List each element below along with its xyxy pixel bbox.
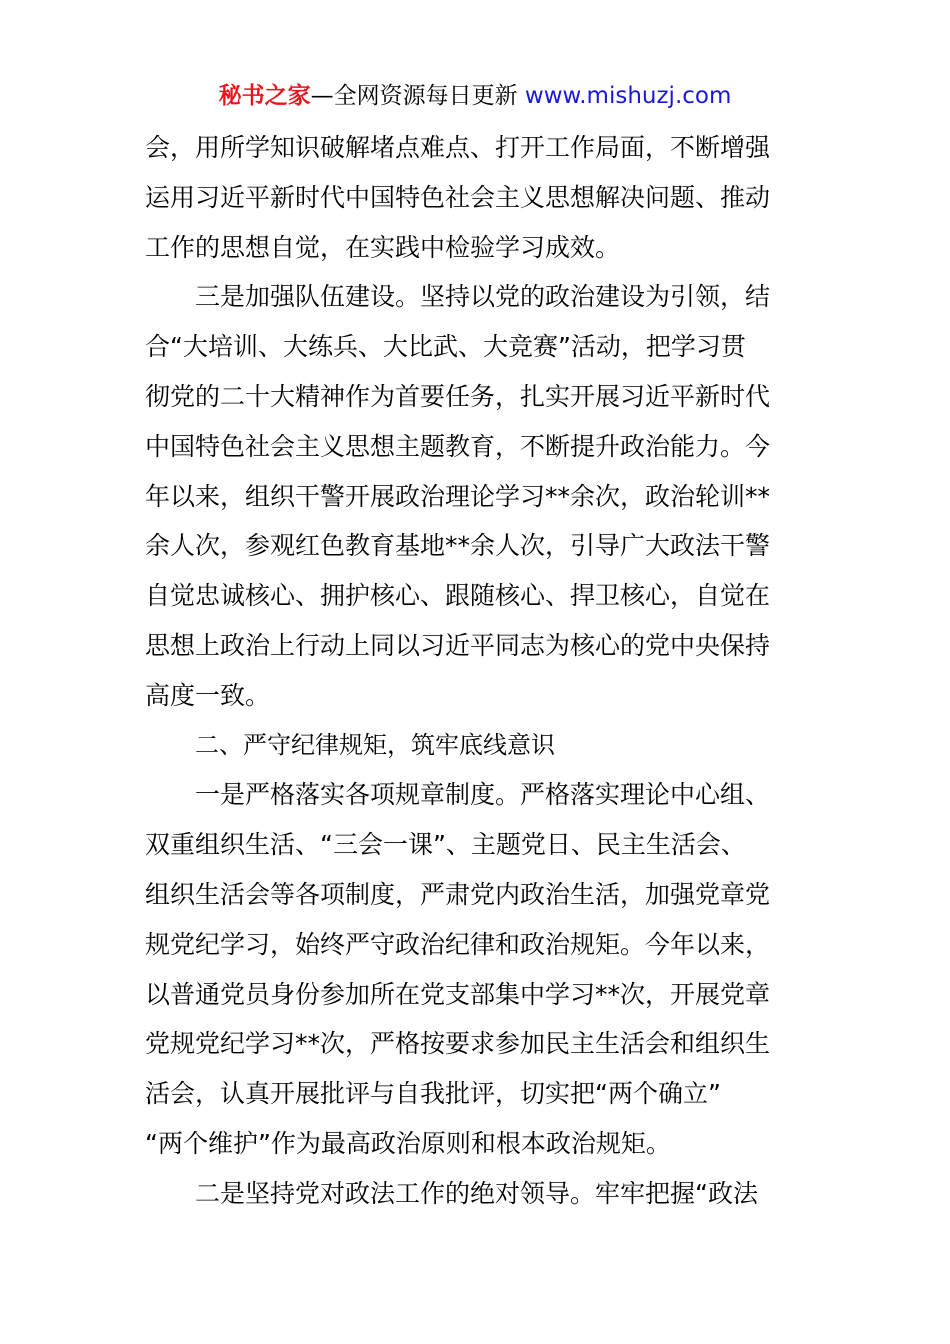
paragraph-start-line: 二是坚持党对政法工作的绝对领导。牢牢把握“政法 [195, 1178, 758, 1208]
text-line: 以普通党员身份参加所在党支部集中学习**次，开展党章 [145, 979, 771, 1009]
text-line: 合“大培训、大练兵、大比武、大竞赛”活动，把学习贯 [145, 332, 746, 362]
text-line: 中国特色社会主义思想主题教育，不断提升政治能力。今 [145, 431, 771, 461]
text-line: 规党纪学习，始终严守政治纪律和政治规矩。今年以来， [145, 929, 771, 959]
text-line: 党规党纪学习**次，严格按要求参加民主生活会和组织生 [145, 1029, 771, 1059]
text-line: 运用习近平新时代中国特色社会主义思想解决问题、推动 [145, 182, 771, 212]
text-line: 余人次，参观红色教育基地**余人次，引导广大政法干警 [145, 531, 771, 561]
text-line: 自觉忠诚核心、拥护核心、跟随核心、捍卫核心，自觉在 [145, 581, 771, 611]
text-line: “两个维护”作为最高政治原则和根本政治规矩。 [145, 1128, 671, 1158]
text-line: 彻党的二十大精神作为首要任务，扎实开展习近平新时代 [145, 381, 771, 411]
text-line: 高度一致。 [145, 680, 271, 710]
text-line: 活会，认真开展批评与自我批评，切实把“两个确立” [145, 1079, 721, 1109]
site-brand: 秘书之家 [218, 83, 311, 109]
paragraph-start-line: 三是加强队伍建设。坚持以党的政治建设为引领，结 [195, 282, 771, 312]
text-line: 组织生活会等各项制度，严肃党内政治生活，加强党章党 [145, 879, 771, 909]
text-line: 年以来，组织干警开展政治理论学习**余次，政治轮训** [145, 481, 771, 511]
site-url-link[interactable]: www.mishuzj.com [524, 83, 732, 109]
site-header [0, 80, 950, 112]
text-line: 思想上政治上行动上同以习近平同志为核心的党中央保持 [145, 630, 771, 660]
paragraph-start-line: 一是严格落实各项规章制度。严格落实理论中心组、 [195, 780, 771, 810]
text-line: 会，用所学知识破解堵点难点、打开工作局面，不断增强 [145, 133, 771, 162]
text-line: 双重组织生活、“三会一课”、主题党日、民主生活会、 [145, 830, 746, 860]
text-line: 工作的思想自觉，在实践中检验学习成效。 [145, 232, 621, 262]
document-body [145, 123, 807, 1219]
site-tagline: —全网资源每日更新 [310, 83, 518, 109]
section-heading: 二、严守纪律规矩，筑牢底线意识 [195, 730, 555, 759]
